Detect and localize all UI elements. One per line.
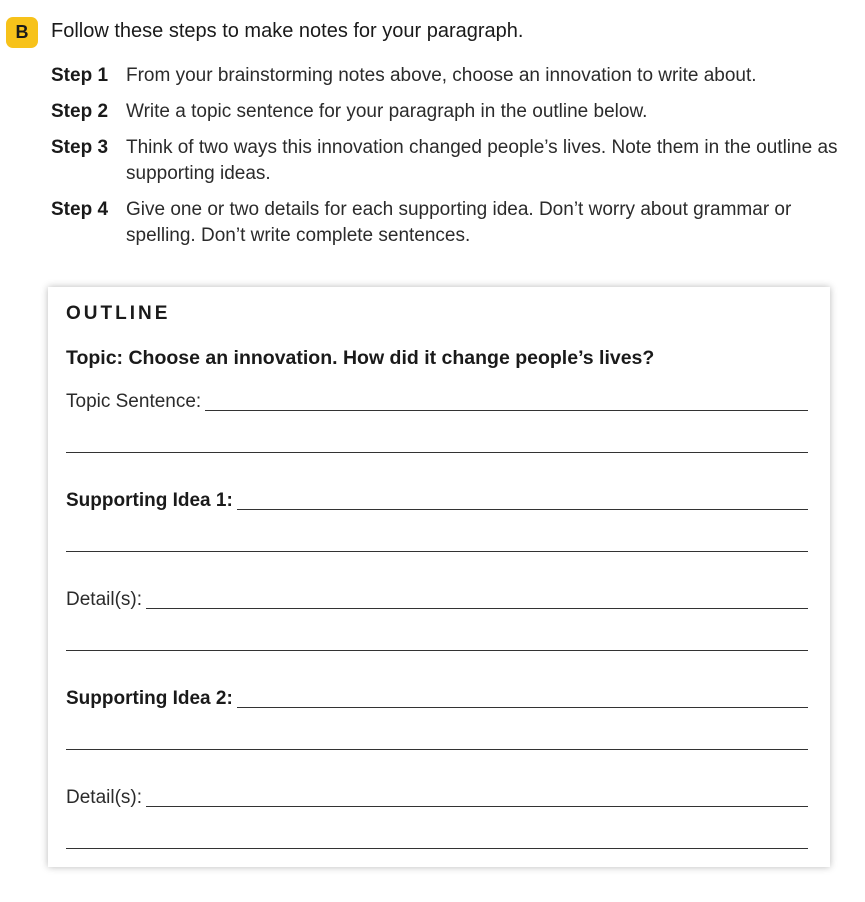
topic-sentence-row <box>66 391 808 413</box>
outline-card <box>48 287 830 867</box>
section-instruction: Follow these steps to make notes for your paragraph. <box>51 20 524 42</box>
supporting-idea-1-write-line[interactable] <box>237 509 808 510</box>
supporting-idea-1-row <box>66 490 808 512</box>
steps-list <box>51 63 841 259</box>
details-1-label: Detail(s): <box>66 589 143 610</box>
details-2-label: Detail(s): <box>66 787 143 808</box>
step-item <box>51 135 841 187</box>
step-label: Step 4 <box>51 199 109 220</box>
details-2-write-line[interactable] <box>146 806 808 807</box>
details-1-row <box>66 589 808 611</box>
topic-sentence-write-line-2[interactable] <box>66 452 808 453</box>
section-letter-badge: B <box>6 17 38 48</box>
supporting-idea-2-label: Supporting Idea 2: <box>66 688 233 709</box>
step-text: From your brainstorming notes above, choose an innovation to write about. <box>126 65 757 86</box>
step-item <box>51 63 841 89</box>
step-item <box>51 99 841 125</box>
supporting-idea-1-label: Supporting Idea 1: <box>66 490 233 511</box>
outline-heading: OUTLINE <box>66 303 171 324</box>
step-text: Give one or two details for each supporting idea. Don’t worry about grammar or spelling. Don’t write complete sentences. <box>126 199 792 246</box>
step-text: Think of two ways this innovation changed people’s lives. Note them in the outline as supporting ideas. <box>126 137 838 184</box>
step-label: Step 1 <box>51 65 109 86</box>
step-text: Write a topic sentence for your paragraph in the outline below. <box>126 101 648 122</box>
topic-sentence-write-line[interactable] <box>205 410 808 411</box>
outline-topic: Topic: Choose an innovation. How did it change people’s lives? <box>66 347 655 369</box>
details-2-row <box>66 787 808 809</box>
supporting-idea-2-row <box>66 688 808 710</box>
details-1-write-line-2[interactable] <box>66 650 808 651</box>
step-item <box>51 197 841 249</box>
details-1-write-line[interactable] <box>146 608 808 609</box>
step-label: Step 3 <box>51 137 109 158</box>
supporting-idea-2-write-line-2[interactable] <box>66 749 808 750</box>
topic-sentence-label: Topic Sentence: <box>66 391 202 412</box>
supporting-idea-1-write-line-2[interactable] <box>66 551 808 552</box>
details-2-write-line-2[interactable] <box>66 848 808 849</box>
step-label: Step 2 <box>51 101 109 122</box>
supporting-idea-2-write-line[interactable] <box>237 707 808 708</box>
